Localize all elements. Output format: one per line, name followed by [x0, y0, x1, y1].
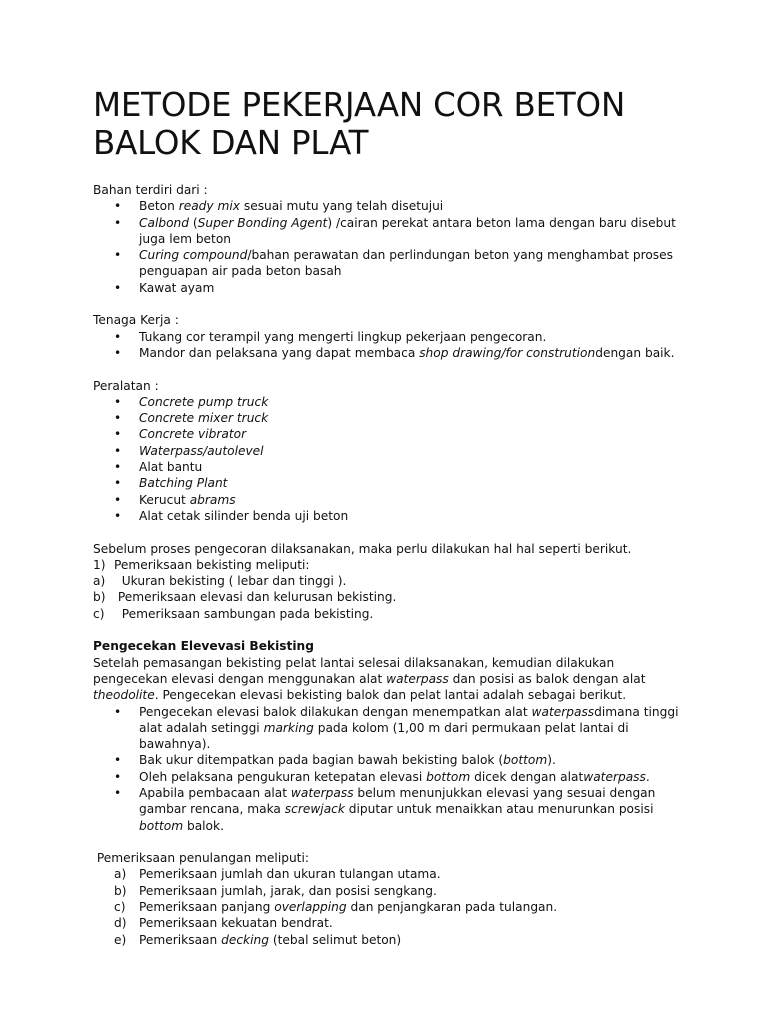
bahan-heading: Bahan terdiri dari : — [93, 183, 208, 197]
bullet-icon: • — [114, 753, 122, 768]
item-label: c) — [93, 606, 105, 621]
bullet-item — [93, 394, 683, 410]
bullet-icon: • — [114, 427, 122, 442]
text-run: dengan baik. — [595, 345, 675, 360]
bullet-item — [93, 492, 683, 508]
text-run: Alat bantu — [139, 460, 203, 475]
text-run: . Pengecekan elevasi bekisting balok dan pelat lantai adalah sebagai berikut. — [154, 688, 627, 703]
bullet-icon: • — [114, 769, 122, 784]
text-run: dimana tinggi alat adalah setinggi — [139, 704, 679, 735]
italic-text: Concrete pump truck — [139, 394, 269, 409]
bullet-icon: • — [114, 329, 122, 344]
penulangan-heading: Pemeriksaan penulangan meliputi: — [93, 851, 309, 866]
title-line-2: BALOK DAN PLAT — [93, 124, 369, 162]
bullet-item — [93, 752, 683, 768]
text-run: Pemeriksaan — [139, 932, 222, 947]
item-label: a) — [93, 574, 106, 589]
bullet-item — [93, 410, 683, 426]
item-text: Ukuran bekisting ( lebar dan tinggi ). — [114, 574, 347, 589]
item-text: Pemeriksaan sambungan pada bekisting. — [114, 606, 374, 621]
penulangan-list — [93, 866, 683, 947]
document-body — [93, 182, 683, 948]
bullet-item — [93, 280, 683, 296]
item-label: a) — [114, 867, 127, 882]
penulangan-item — [93, 915, 683, 931]
bullet-icon: • — [114, 476, 122, 491]
bullet-item — [93, 704, 683, 753]
penulangan-item — [93, 899, 683, 915]
italic-text: shop drawing/for constrution — [419, 345, 596, 360]
bullet-item — [93, 329, 683, 345]
bahan-list — [93, 198, 683, 296]
numbered-label: 1) — [93, 557, 106, 572]
item-label: b) — [114, 883, 127, 898]
bullet-item — [93, 508, 683, 524]
bullet-icon: • — [114, 215, 122, 230]
text-run: Oleh pelaksana pengukuran ketepatan elevasi — [139, 769, 427, 784]
bekisting-check-item — [93, 589, 683, 605]
pengecekan-heading: Pengecekan Elevevasi Bekisting — [93, 639, 314, 654]
text-run: dan posisi as balok dengan alat — [448, 671, 646, 686]
text-run: Kerucut — [139, 492, 190, 507]
italic-text: Batching Plant — [139, 476, 228, 491]
text-run: . — [645, 769, 650, 784]
pengecekan-paragraph — [93, 655, 683, 704]
text-run: Kawat ayam — [139, 280, 215, 295]
peralatan-heading: Peralatan : — [93, 378, 159, 393]
text-run: Pemeriksaan panjang — [139, 900, 275, 915]
penulangan-item — [93, 932, 683, 948]
penulangan-item — [93, 866, 683, 882]
text-run: Tukang cor terampil yang mengerti lingkup pekerjaan pengecoran. — [139, 329, 547, 344]
item-label: c) — [114, 900, 126, 915]
bullet-item — [93, 198, 683, 214]
italic-text: screwjack — [284, 802, 345, 817]
italic-text: waterpass — [290, 785, 354, 800]
text-run: dan penjangkaran pada tulangan. — [346, 900, 558, 915]
bullet-item — [93, 247, 683, 280]
text-run: ( — [189, 215, 198, 230]
text-run: Beton — [139, 199, 179, 214]
numbered-text: Pemeriksaan bekisting meliputi: — [114, 557, 310, 572]
italic-text: waterpass — [583, 769, 646, 784]
bullet-item — [93, 459, 683, 475]
italic-text: theodolite — [93, 688, 155, 703]
italic-text: Super Bonding Agent — [197, 215, 328, 230]
item-label: b) — [93, 590, 106, 605]
italic-text: ready mix — [178, 199, 240, 214]
text-run: balok. — [183, 818, 224, 833]
italic-text: bottom — [426, 769, 471, 784]
text-run: Mandor dan pelaksana yang dapat membaca — [139, 345, 420, 360]
bullet-icon: • — [114, 394, 122, 409]
italic-text: Waterpass/autolevel — [139, 443, 264, 458]
text-run: dicek dengan alat — [470, 769, 584, 784]
peralatan-list — [93, 394, 683, 524]
bullet-item — [93, 443, 683, 459]
item-label: d) — [114, 916, 127, 931]
text-run: Pemeriksaan jumlah, jarak, dan posisi sengkang. — [139, 883, 437, 898]
bekisting-check-item — [93, 573, 683, 589]
title-line-1: METODE PEKERJAAN COR BETON — [93, 86, 626, 124]
italic-text: Curing compound — [139, 248, 248, 263]
tenaga-kerja-list — [93, 329, 683, 362]
bullet-item — [93, 785, 683, 834]
text-run: Bak ukur ditempatkan pada bagian bawah bekisting balok ( — [139, 753, 504, 768]
text-run: sesuai mutu yang telah disetujui — [239, 199, 444, 214]
bullet-icon: • — [114, 704, 122, 719]
bullet-item — [93, 345, 683, 361]
text-run: /bahan perawatan dan perlindungan beton yang menghambat proses penguapan air pada beton basah — [139, 248, 673, 279]
text-run: belum menunjukkan elevasi yang sesuai dengan gambar rencana, maka — [139, 785, 656, 817]
bullet-item — [93, 769, 683, 785]
bullet-icon: • — [114, 199, 122, 214]
bullet-icon: • — [114, 492, 122, 507]
item-text: Pemeriksaan elevasi dan kelurusan bekisting. — [114, 590, 397, 605]
italic-text: Calbond — [139, 215, 190, 230]
italic-text: Concrete mixer truck — [139, 411, 269, 426]
bullet-icon: • — [114, 280, 122, 295]
bullet-icon: • — [114, 460, 122, 475]
text-run: Pemeriksaan jumlah dan ukuran tulangan utama. — [139, 867, 441, 882]
bullet-icon: • — [114, 785, 122, 800]
text-run: diputar untuk menaikkan atau menurunkan posisi — [344, 802, 654, 817]
document-title — [93, 86, 733, 162]
bullet-item — [93, 426, 683, 442]
text-run: pada kolom (1,00 m dari permukaan pelat lantai di bawahnya). — [139, 720, 629, 752]
bekisting-check-item — [93, 606, 683, 622]
text-run: Pemeriksaan kekuatan bendrat. — [139, 916, 333, 931]
bullet-item — [93, 475, 683, 491]
italic-text: decking — [221, 932, 269, 947]
text-run: ). — [547, 753, 556, 768]
text-run: ) /cairan perekat antara beton lama dengan baru disebut juga lem beton — [139, 215, 676, 246]
bullet-icon: • — [114, 443, 122, 458]
text-run: Pengecekan elevasi balok dilakukan dengan menempatkan alat — [139, 704, 532, 719]
bullet-icon: • — [114, 411, 122, 426]
numbered-item-1 — [93, 557, 683, 573]
italic-text: bottom — [139, 818, 184, 833]
penulangan-item — [93, 883, 683, 899]
bullet-icon: • — [114, 345, 122, 360]
pengecekan-list — [93, 704, 683, 834]
italic-text: marking — [263, 720, 314, 735]
italic-text: bottom — [503, 753, 548, 768]
text-run: Setelah pemasangan bekisting pelat lantai selesai dilaksanakan, kemudian dilakukan pengecekan elevasi dengan menggunakan alat — [93, 655, 615, 686]
italic-text: waterpass — [386, 671, 449, 686]
bullet-icon: • — [114, 248, 122, 263]
italic-text: abrams — [189, 492, 236, 507]
text-run: Apabila pembacaan alat — [139, 785, 291, 800]
tenaga-kerja-heading: Tenaga Kerja : — [93, 313, 179, 328]
italic-text: Concrete vibrator — [139, 427, 247, 442]
item-label: e) — [114, 932, 127, 947]
bullet-icon: • — [114, 508, 122, 523]
bullet-item — [93, 215, 683, 248]
text-run: Alat cetak silinder benda uji beton — [139, 508, 349, 523]
bekisting-checks — [93, 573, 683, 622]
text-run: (tebal selimut beton) — [268, 932, 402, 947]
italic-text: overlapping — [274, 900, 347, 915]
italic-text: waterpass — [531, 704, 595, 719]
sebelum-intro: Sebelum proses pengecoran dilaksanakan, maka perlu dilakukan hal hal seperti berikut. — [93, 541, 632, 556]
